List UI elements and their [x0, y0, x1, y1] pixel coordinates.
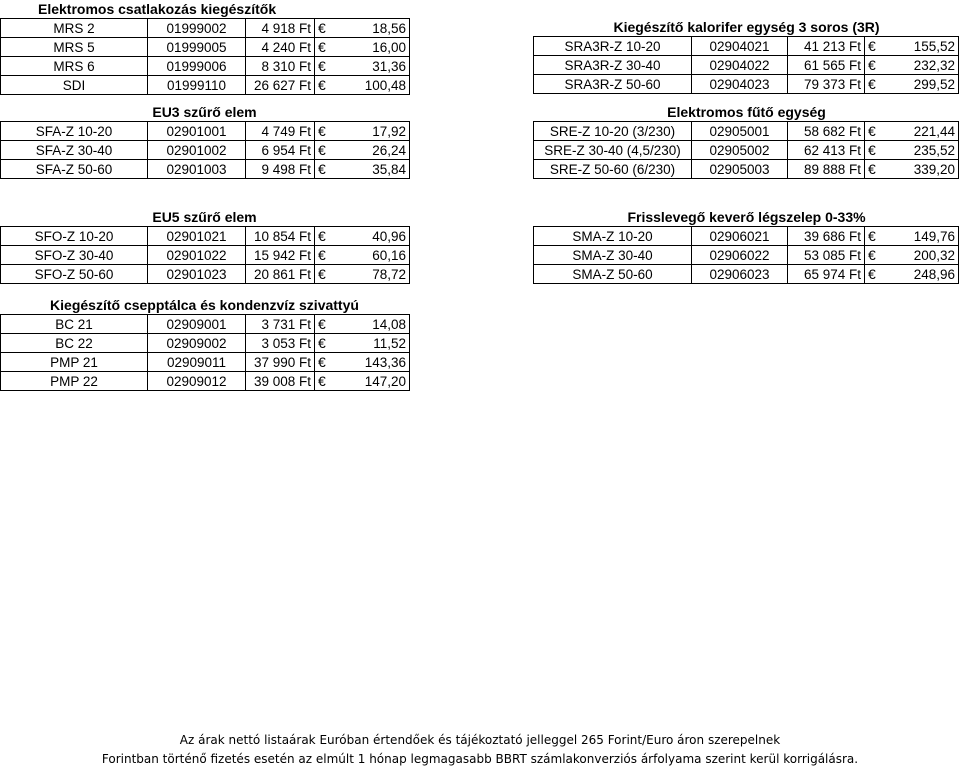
euro-icon: €	[318, 315, 326, 332]
huf-price-cell: 53 085 Ft	[788, 246, 865, 265]
huf-price-cell: 65 974 Ft	[788, 265, 865, 284]
euro-icon: €	[318, 19, 326, 36]
model-cell: SRA3R-Z 50-60	[534, 75, 692, 94]
model-cell: SFA-Z 30-40	[1, 141, 148, 160]
code-cell: 02901023	[148, 265, 246, 284]
price-table	[533, 36, 959, 94]
model-cell: SMA-Z 10-20	[534, 227, 692, 246]
euro-icon: €	[318, 141, 326, 158]
huf-price-cell: 39 686 Ft	[788, 227, 865, 246]
table-row	[1, 76, 410, 95]
huf-price-cell: 10 854 Ft	[246, 227, 315, 246]
table-row	[1, 160, 410, 179]
eur-price-cell: € 60,16	[315, 246, 410, 265]
huf-price-cell: 3 731 Ft	[246, 315, 315, 334]
euro-icon: €	[318, 265, 326, 282]
model-cell: BC 22	[1, 334, 148, 353]
model-cell: SRA3R-Z 10-20	[534, 37, 692, 56]
huf-price-cell: 6 954 Ft	[246, 141, 315, 160]
code-cell: 02904023	[692, 75, 788, 94]
code-cell: 02909012	[148, 372, 246, 391]
huf-price-cell: 79 373 Ft	[788, 75, 865, 94]
model-cell: MRS 5	[1, 38, 148, 57]
code-cell: 02906022	[692, 246, 788, 265]
code-cell: 01999006	[148, 57, 246, 76]
section-title: Elektromos csatlakozás kiegészítők	[38, 1, 277, 17]
model-cell: SRA3R-Z 30-40	[534, 56, 692, 75]
eur-price-cell: € 143,36	[315, 353, 410, 372]
eur-price-cell: € 149,76	[865, 227, 959, 246]
code-cell: 02904022	[692, 56, 788, 75]
huf-price-cell: 26 627 Ft	[246, 76, 315, 95]
huf-price-cell: 8 310 Ft	[246, 57, 315, 76]
code-cell: 02905002	[692, 141, 788, 160]
euro-icon: €	[318, 334, 326, 351]
huf-price-cell: 62 413 Ft	[788, 141, 865, 160]
huf-price-cell: 37 990 Ft	[246, 353, 315, 372]
price-table	[533, 121, 959, 179]
table-row	[1, 265, 410, 284]
code-cell: 02905003	[692, 160, 788, 179]
huf-price-cell: 4 918 Ft	[246, 19, 315, 38]
table-row	[534, 141, 959, 160]
model-cell: SMA-Z 50-60	[534, 265, 692, 284]
eur-price-cell: € 16,00	[315, 38, 410, 57]
code-cell: 02901001	[148, 122, 246, 141]
eur-price-cell: € 18,56	[315, 19, 410, 38]
euro-icon: €	[868, 122, 876, 139]
euro-icon: €	[868, 160, 876, 177]
eur-price-cell: € 200,32	[865, 246, 959, 265]
section-csepp	[0, 296, 410, 391]
eur-price-cell: € 35,84	[315, 160, 410, 179]
price-table	[533, 226, 959, 284]
table-row	[1, 141, 410, 160]
table-row	[534, 122, 959, 141]
code-cell: 02904021	[692, 37, 788, 56]
code-cell: 02909001	[148, 315, 246, 334]
section-elektromos	[0, 0, 410, 95]
eur-price-cell: € 26,24	[315, 141, 410, 160]
huf-price-cell: 58 682 Ft	[788, 122, 865, 141]
model-cell: SFO-Z 10-20	[1, 227, 148, 246]
table-row	[1, 372, 410, 391]
section-kalorifer	[533, 18, 960, 94]
footer-note-1: Az árak nettó listaárak Euróban értendőek és tájékoztató jelleggel 265 Forint/Euro áron szerepelnek	[179, 733, 781, 747]
section-title: EU5 szűrő elem	[152, 209, 257, 225]
model-cell: PMP 22	[1, 372, 148, 391]
euro-icon: €	[318, 38, 326, 55]
code-cell: 02906021	[692, 227, 788, 246]
euro-icon: €	[868, 246, 876, 263]
section-title: Elektromos fűtő egység	[667, 104, 826, 120]
section-eu3	[0, 103, 410, 179]
code-cell: 02909002	[148, 334, 246, 353]
model-cell: SFA-Z 50-60	[1, 160, 148, 179]
huf-price-cell: 3 053 Ft	[246, 334, 315, 353]
model-cell: MRS 2	[1, 19, 148, 38]
section-title: Kiegészítő kalorifer egység 3 soros (3R)	[613, 19, 880, 35]
eur-price-cell: € 147,20	[315, 372, 410, 391]
euro-icon: €	[318, 76, 326, 93]
section-title: EU3 szűrő elem	[152, 104, 257, 120]
price-table	[0, 18, 410, 95]
section-eu5	[0, 208, 410, 284]
code-cell: 01999110	[148, 76, 246, 95]
huf-price-cell: 9 498 Ft	[246, 160, 315, 179]
table-row	[1, 122, 410, 141]
euro-icon: €	[318, 227, 326, 244]
euro-icon: €	[868, 265, 876, 282]
huf-price-cell: 61 565 Ft	[788, 56, 865, 75]
euro-icon: €	[318, 353, 326, 370]
eur-price-cell: € 78,72	[315, 265, 410, 284]
table-row	[1, 315, 410, 334]
section-title: Kiegészítő csepptálca és kondenzvíz szivattyú	[50, 297, 359, 313]
eur-price-cell: € 221,44	[865, 122, 959, 141]
euro-icon: €	[318, 246, 326, 263]
table-row	[1, 38, 410, 57]
table-row	[534, 227, 959, 246]
huf-price-cell: 15 942 Ft	[246, 246, 315, 265]
euro-icon: €	[868, 37, 876, 54]
eur-price-cell: € 14,08	[315, 315, 410, 334]
table-row	[1, 227, 410, 246]
model-cell: SRE-Z 50-60 (6/230)	[534, 160, 692, 179]
eur-price-cell: € 299,52	[865, 75, 959, 94]
model-cell: SRE-Z 30-40 (4,5/230)	[534, 141, 692, 160]
euro-icon: €	[868, 56, 876, 73]
euro-icon: €	[868, 227, 876, 244]
table-row	[1, 19, 410, 38]
huf-price-cell: 4 749 Ft	[246, 122, 315, 141]
eur-price-cell: € 232,32	[865, 56, 959, 75]
price-table	[0, 121, 410, 179]
huf-price-cell: 4 240 Ft	[246, 38, 315, 57]
model-cell: SDI	[1, 76, 148, 95]
section-title: Frisslevegő keverő légszelep 0-33%	[627, 209, 866, 225]
code-cell: 02906023	[692, 265, 788, 284]
price-table	[0, 314, 410, 391]
eur-price-cell: € 155,52	[865, 37, 959, 56]
euro-icon: €	[868, 75, 876, 92]
table-row	[1, 246, 410, 265]
euro-icon: €	[868, 141, 876, 158]
code-cell: 01999002	[148, 19, 246, 38]
eur-price-cell: € 100,48	[315, 76, 410, 95]
code-cell: 02909011	[148, 353, 246, 372]
code-cell: 01999005	[148, 38, 246, 57]
table-row	[534, 246, 959, 265]
section-futo	[533, 103, 960, 179]
eur-price-cell: € 40,96	[315, 227, 410, 246]
section-friss	[533, 208, 960, 284]
table-row	[1, 353, 410, 372]
eur-price-cell: € 31,36	[315, 57, 410, 76]
euro-icon: €	[318, 160, 326, 177]
euro-icon: €	[318, 57, 326, 74]
huf-price-cell: 89 888 Ft	[788, 160, 865, 179]
eur-price-cell: € 248,96	[865, 265, 959, 284]
code-cell: 02901003	[148, 160, 246, 179]
code-cell: 02901022	[148, 246, 246, 265]
footer-note-2: Forintban történő fizetés esetén az elmúlt 1 hónap legmagasabb BBRT számlakonverziós árfolyama szerint kerül korrigálásra.	[101, 752, 859, 766]
model-cell: SMA-Z 30-40	[534, 246, 692, 265]
code-cell: 02901002	[148, 141, 246, 160]
eur-price-cell: € 11,52	[315, 334, 410, 353]
model-cell: BC 21	[1, 315, 148, 334]
huf-price-cell: 20 861 Ft	[246, 265, 315, 284]
huf-price-cell: 41 213 Ft	[788, 37, 865, 56]
table-row	[534, 265, 959, 284]
table-row	[1, 57, 410, 76]
model-cell: MRS 6	[1, 57, 148, 76]
model-cell: SRE-Z 10-20 (3/230)	[534, 122, 692, 141]
model-cell: SFO-Z 50-60	[1, 265, 148, 284]
code-cell: 02905001	[692, 122, 788, 141]
euro-icon: €	[318, 372, 326, 389]
eur-price-cell: € 235,52	[865, 141, 959, 160]
price-table	[0, 226, 410, 284]
table-row	[534, 160, 959, 179]
model-cell: SFO-Z 30-40	[1, 246, 148, 265]
model-cell: SFA-Z 10-20	[1, 122, 148, 141]
huf-price-cell: 39 008 Ft	[246, 372, 315, 391]
code-cell: 02901021	[148, 227, 246, 246]
model-cell: PMP 21	[1, 353, 148, 372]
eur-price-cell: € 17,92	[315, 122, 410, 141]
table-row	[534, 75, 959, 94]
table-row	[534, 56, 959, 75]
euro-icon: €	[318, 122, 326, 139]
table-row	[534, 37, 959, 56]
table-row	[1, 334, 410, 353]
eur-price-cell: € 339,20	[865, 160, 959, 179]
